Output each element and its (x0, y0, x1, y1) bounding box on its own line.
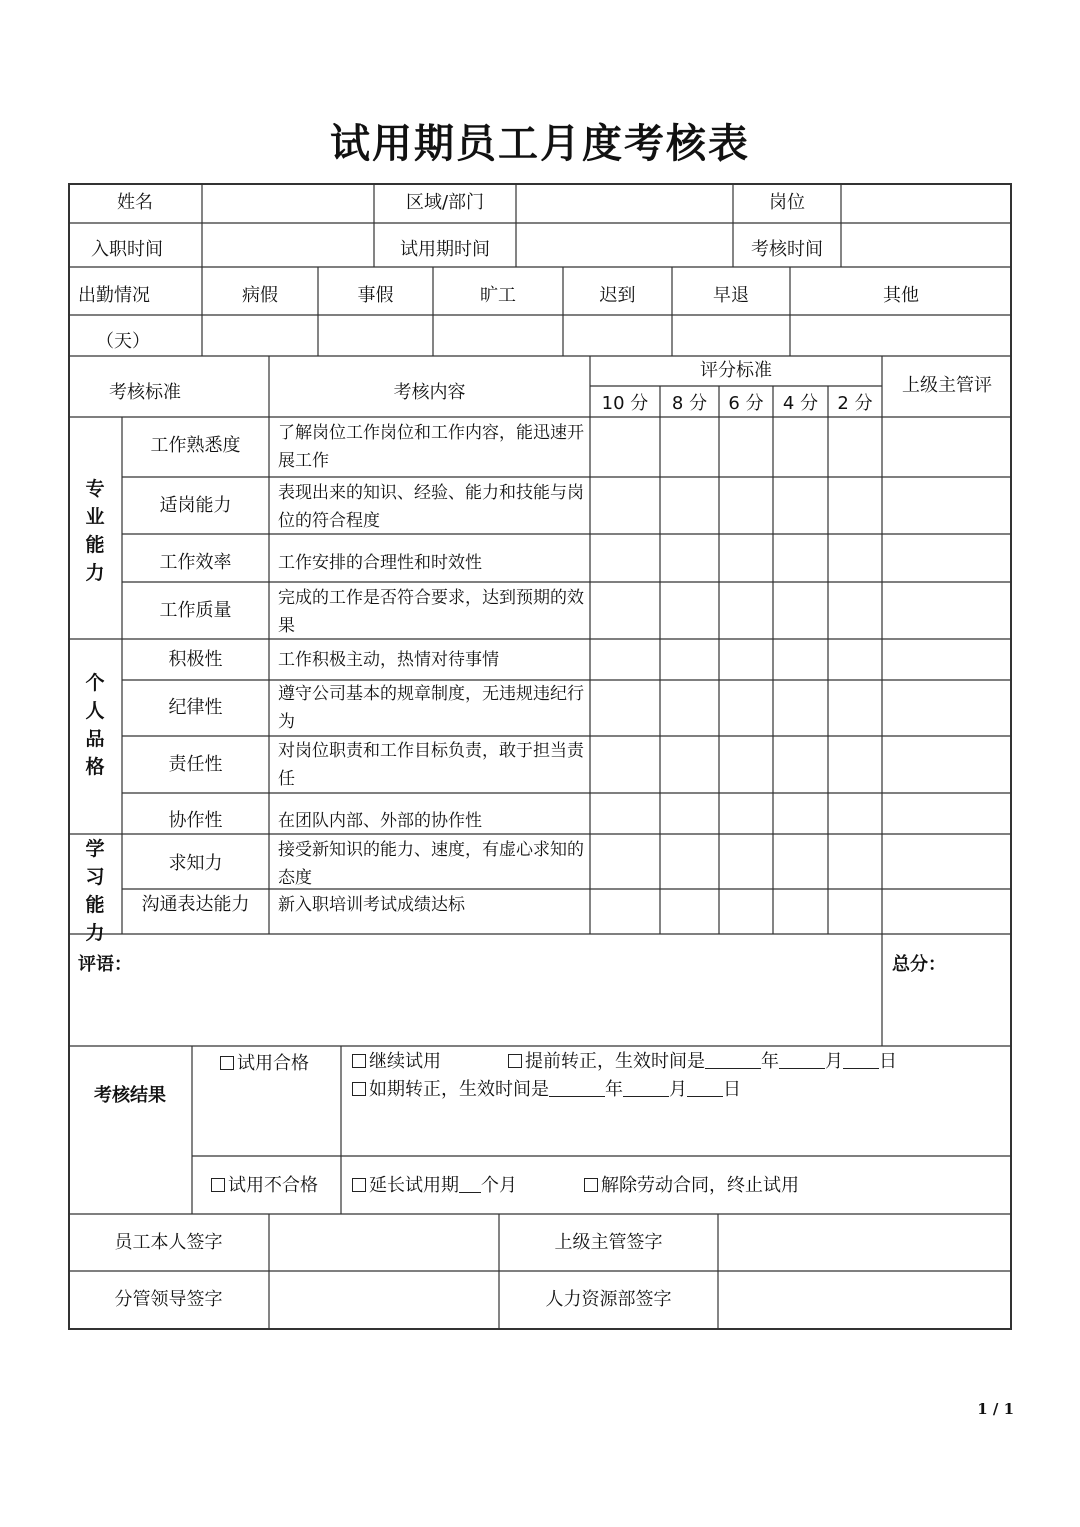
criterion-quality: 工作质量 (159, 600, 232, 621)
criterion-communication: 沟通表达能力 (141, 894, 250, 915)
early-leave-header: 早退 (713, 285, 749, 306)
content-responsibility: 对岗位职责和工作目标负责，敢于担当责任 (278, 741, 584, 789)
terminate-contract-checkbox[interactable] (584, 1178, 598, 1192)
criterion-job-fit: 适岗能力 (159, 495, 232, 516)
content-cooperation: 在团队内部、外部的协作性 (278, 811, 482, 831)
content-initiative: 工作积极主动，热情对待事情 (278, 650, 499, 670)
attendance-label: 出勤情况 (78, 285, 150, 306)
total-score-label: 总分： (892, 954, 946, 975)
employee-signature-label: 员工本人签字 (114, 1232, 223, 1253)
hire-date-field[interactable] (203, 224, 373, 266)
late-header: 迟到 (599, 285, 636, 306)
criterion-discipline: 纪律性 (168, 697, 223, 718)
pass-option-label: 试用合格 (237, 1053, 309, 1074)
supervisor-score-header: 上级主管评 (902, 375, 992, 396)
criterion-learning: 求知力 (168, 853, 223, 874)
fail-option-label: 试用不合格 (228, 1175, 318, 1196)
group-character-label: 个人品格 (85, 672, 105, 778)
hr-signature-field[interactable] (719, 1272, 1011, 1328)
content-job-fit: 表现出来的知识、经验、能力和技能与岗位的符合程度 (278, 483, 584, 531)
content-discipline: 遵守公司基本的规章制度，无违规违纪行为 (278, 684, 584, 732)
sick-leave-days-field[interactable] (203, 316, 317, 355)
early-month-label: 月 (825, 1051, 843, 1072)
absent-days-field[interactable] (434, 316, 562, 355)
criterion-efficiency: 工作效率 (159, 552, 232, 573)
absent-header: 旷工 (480, 285, 516, 306)
other-header: 其他 (883, 285, 919, 306)
extend-months-label: 个月 (481, 1175, 517, 1196)
criterion-initiative: 积极性 (168, 649, 223, 670)
personal-leave-days-field[interactable] (319, 316, 432, 355)
content-header: 考核内容 (393, 382, 466, 403)
criteria-header: 考核标准 (109, 382, 181, 403)
scale-header: 评分标准 (700, 360, 772, 381)
terminate-contract-option[interactable] (584, 1176, 799, 1196)
extend-probation-label: 延长试用期 (369, 1175, 459, 1196)
ontime-day-label: 日 (723, 1079, 741, 1100)
fail-option[interactable] (211, 1176, 318, 1196)
content-quality: 完成的工作是否符合要求，达到预期的效果 (278, 588, 584, 636)
early-regular-option[interactable] (508, 1052, 897, 1072)
score-10-header: 10 分 (601, 393, 649, 414)
continue-option-label: 继续试用 (369, 1051, 441, 1072)
assessment-time-label: 考核时间 (751, 239, 823, 260)
continue-checkbox[interactable] (352, 1054, 366, 1068)
name-field[interactable] (203, 184, 373, 222)
early-regular-checkbox[interactable] (508, 1054, 522, 1068)
group-learning-label: 学习能力 (85, 838, 105, 944)
pass-checkbox[interactable] (220, 1056, 234, 1070)
on-time-regular-label: 如期转正，生效时间是 (369, 1079, 549, 1100)
position-label: 岗位 (769, 192, 805, 213)
criterion-cooperation: 协作性 (168, 810, 223, 831)
continue-option[interactable] (352, 1052, 441, 1072)
group-professional-label: 专业能力 (85, 478, 105, 584)
probation-period-label: 试用期时间 (400, 239, 490, 260)
total-score-field[interactable] (883, 935, 1011, 1045)
ontime-month-label: 月 (669, 1079, 687, 1100)
supervisor-signature-label: 上级主管签字 (554, 1232, 663, 1253)
content-learning: 接受新知识的能力、速度，有虚心求知的态度 (278, 840, 584, 888)
criterion-familiarity: 工作熟悉度 (150, 435, 241, 456)
hr-signature-label: 人力资源部签字 (545, 1289, 672, 1310)
score-8-header: 8 分 (671, 393, 708, 414)
score-2-header: 2 分 (837, 393, 873, 414)
hire-date-label: 入职时间 (91, 239, 163, 260)
fail-checkbox[interactable] (211, 1178, 225, 1192)
leader-signature-field[interactable] (270, 1272, 498, 1328)
comments-label: 评语： (78, 954, 132, 975)
on-time-regular-checkbox[interactable] (352, 1082, 366, 1096)
early-day-label: 日 (879, 1051, 897, 1072)
personal-leave-header: 事假 (357, 285, 394, 306)
name-label: 姓名 (117, 192, 153, 213)
early-regular-label: 提前转正，生效时间是 (525, 1051, 705, 1072)
supervisor-signature-field[interactable] (719, 1215, 1011, 1270)
position-field[interactable] (842, 184, 1010, 222)
ontime-year-label: 年 (605, 1079, 623, 1100)
score-4-header: 4 分 (782, 393, 819, 414)
terminate-contract-label: 解除劳动合同，终止试用 (601, 1175, 799, 1196)
pass-option[interactable] (220, 1054, 309, 1074)
attendance-unit: （天） (96, 331, 150, 352)
score-6-header: 6 分 (728, 393, 764, 414)
sick-leave-header: 病假 (242, 285, 278, 306)
dept-label: 区域/部门 (405, 192, 485, 213)
result-label: 考核结果 (94, 1085, 166, 1106)
extend-probation-option[interactable] (352, 1176, 517, 1196)
page-title: 试用期员工月度考核表 (330, 121, 750, 167)
early-leave-days-field[interactable] (673, 316, 789, 355)
other-days-field[interactable] (791, 316, 1011, 355)
assessment-form (68, 183, 1012, 1330)
page-number: 1 / 1 (977, 1400, 1014, 1418)
comments-field[interactable] (69, 935, 881, 1045)
content-communication: 新入职培训考试成绩达标 (278, 895, 465, 915)
content-efficiency: 工作安排的合理性和时效性 (278, 553, 482, 573)
leader-signature-label: 分管领导签字 (114, 1289, 223, 1310)
probation-period-field[interactable] (517, 224, 732, 266)
assessment-time-field[interactable] (842, 224, 1010, 266)
employee-signature-field[interactable] (270, 1215, 498, 1270)
early-year-label: 年 (761, 1051, 779, 1072)
extend-probation-checkbox[interactable] (352, 1178, 366, 1192)
on-time-regular-option[interactable] (352, 1080, 741, 1100)
criterion-responsibility: 责任性 (168, 754, 223, 775)
dept-field[interactable] (517, 184, 732, 222)
late-days-field[interactable] (564, 316, 671, 355)
content-familiarity: 了解岗位工作岗位和工作内容，能迅速开展工作 (278, 423, 584, 471)
